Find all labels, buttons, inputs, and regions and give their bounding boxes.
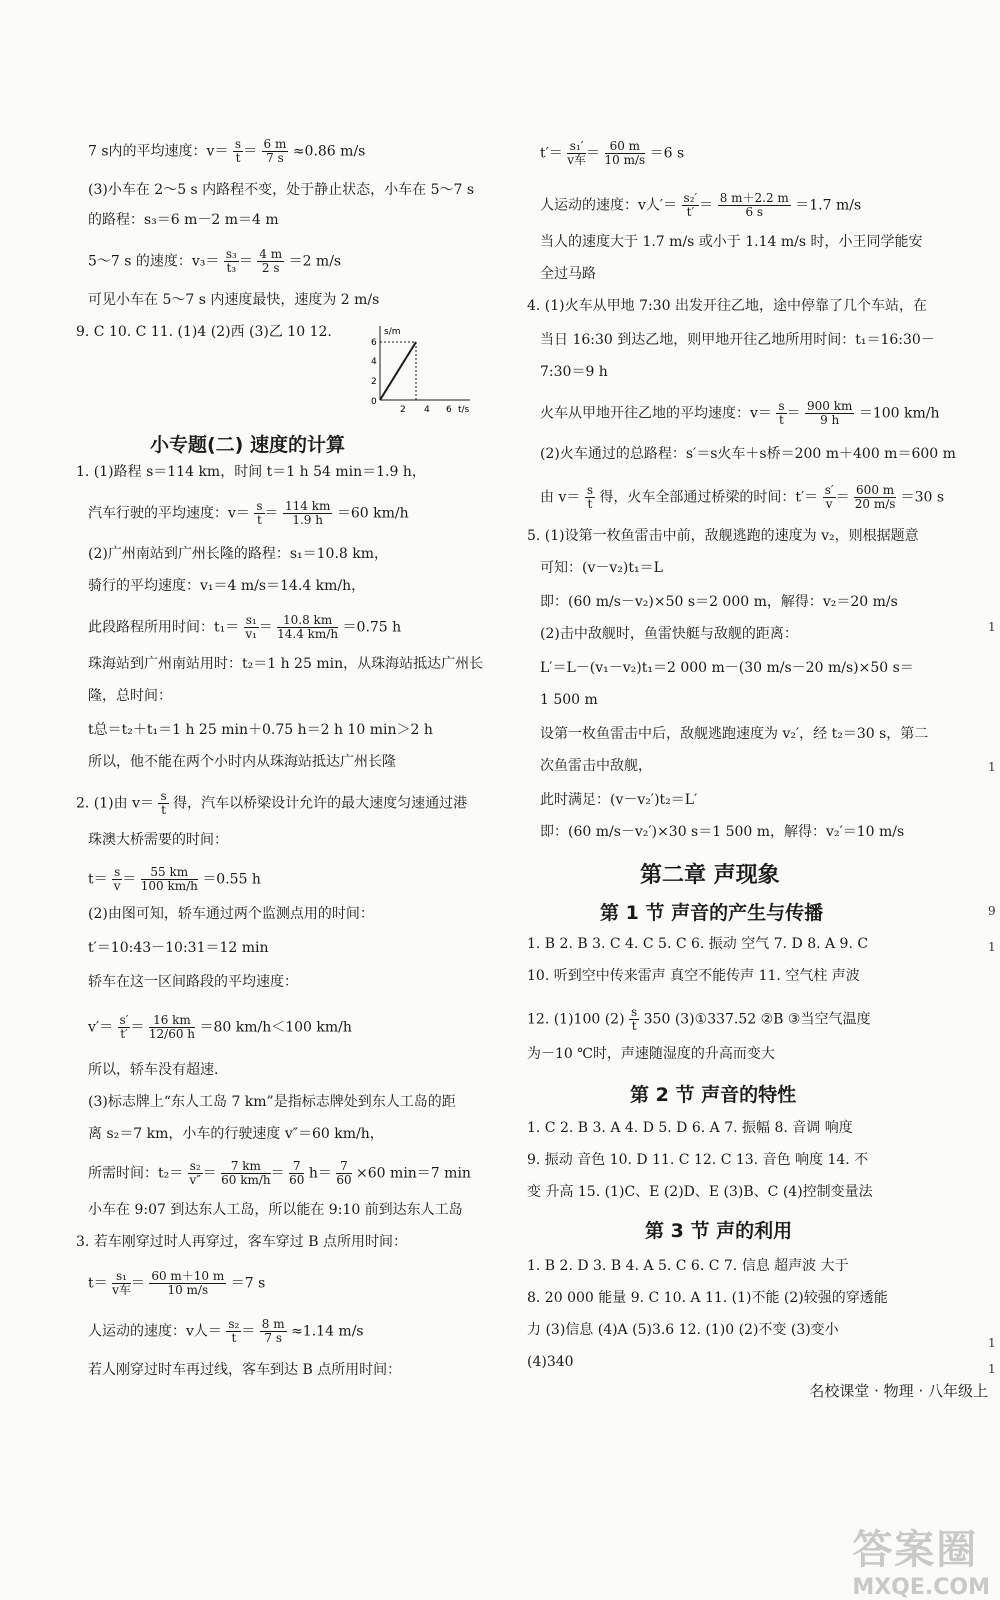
chapter-title: 第二章 声现象	[640, 863, 780, 888]
graph-line	[380, 342, 416, 400]
text-line: 火车从甲地开往乙地的平均速度：v＝ $\frac{s}{t}$ ＝ $\frac{900 km}{9 h}$ ＝100 km/h	[540, 399, 940, 427]
text-line: 人运动的速度：v人′＝ $\frac{\text{s₂′}}{t'}$ ＝ $\frac{8 m+2.2 m}{6 s}$ ＝1.7 m/s	[540, 191, 862, 219]
text-line: 此时满足：(v－v₂′)t₂＝L′	[540, 792, 698, 808]
fraction: $\frac{\text{s₂}}{t}$	[228, 1317, 240, 1345]
text-line: 当日 16:30 到达乙地，则甲地开往乙地所用时间：t₁＝16:30－	[540, 332, 935, 348]
fraction: $\frac{900 km}{9 h}$	[807, 399, 853, 427]
fraction: $\frac{\text{s₁}}{\text{v车}}$	[112, 1269, 131, 1297]
text-line: 全过马路	[540, 266, 596, 282]
text-line: 4. (1)火车从甲地 7:30 出发开往乙地，途中停靠了几个车站，在	[527, 298, 927, 314]
text-line: (2)火车通过的总路程：s′＝s火车＋s桥＝200 m＋400 m＝600 m	[540, 446, 956, 462]
fraction: $\frac{7 km}{60 km/h}$	[221, 1159, 271, 1187]
fraction: $\frac{\text{s₁′}}{\text{v车}}$	[567, 139, 587, 167]
text-line: 9. 振动 音色 10. D 11. C 12. C 13. 音色 响度 14. 不	[527, 1152, 869, 1168]
fraction: $\frac{8 m+2.2 m}{6 s}$	[719, 191, 789, 219]
text-line: 可见小车在 5～7 s 内速度最快，速度为 2 m/s	[88, 292, 380, 308]
text-line: 骑行的平均速度：v₁＝4 m/s＝14.4 km/h，	[88, 578, 366, 594]
text-line: t总＝t₂＋t₁＝1 h 25 min＋0.75 h＝2 h 10 min＞2 h	[88, 722, 433, 738]
text-line: 由 v＝ $\frac{s}{t}$ 得，火车全部通过桥梁的时间：t′＝ $\frac{s'}{v}$ ＝ $\frac{600 m}{20 m/s}$ ＝30 s	[540, 483, 945, 511]
edge-mark: 1	[988, 940, 996, 954]
text-line: 为－10 ℃时，声速随湿度的升高而变大	[527, 1046, 775, 1062]
section-title: 第 1 节 声音的产生与传播	[600, 902, 824, 924]
fraction: $\frac{8 m}{7 s}$	[261, 1317, 285, 1345]
text-line: 即：(60 m/s－v₂′)×30 s＝1 500 m，解得：v₂′＝10 m/s	[540, 824, 905, 840]
text-line: 1. (1)路程 s＝114 km，时间 t＝1 h 54 min＝1.9 h，	[76, 464, 426, 480]
edge-mark: 1	[988, 760, 996, 774]
fraction: $\frac{4 m}{2 s}$	[259, 247, 283, 275]
text-line: (2)由图可知，轿车通过两个监测点用的时间：	[88, 906, 374, 922]
text-line: (2)击中敌舰时，鱼雷快艇与敌舰的距离：	[540, 626, 798, 642]
text-line: 所需时间：t₂＝ $\frac{\text{s₂}}{v''}$ ＝ $\frac{7 km}{60 km/h}$ ＝ $\frac{7}{60}$ h＝ $\frac{7}{60}$ ×60 min＝7 min	[88, 1159, 471, 1187]
fraction: $\frac{6 m}{7 s}$	[263, 137, 287, 165]
edge-mark: 1	[988, 1362, 996, 1376]
fraction: $\frac{60 m+10 m}{10 m/s}$	[151, 1269, 225, 1297]
text-line: 隆，总时间：	[88, 688, 172, 704]
fraction: $\frac{s}{t}$	[256, 499, 263, 527]
text-line: 当人的速度大于 1.7 m/s 或小于 1.14 m/s 时，小王同学能安	[540, 234, 923, 250]
y-tick: 0	[371, 397, 377, 407]
text-line: t＝ $\frac{s}{v}$ ＝ $\frac{55 km}{100 km/h}$ ＝0.55 h	[88, 865, 261, 893]
fraction: $\frac{s}{t}$	[778, 399, 785, 427]
fraction: $\frac{55 km}{100 km/h}$	[140, 865, 198, 893]
text-line: L′＝L－(v₁－v₂)t₁＝2 000 m－(30 m/s－20 m/s)×50 s＝	[540, 660, 914, 676]
text-line: 小车在 9:07 到达东人工岛，所以能在 9:10 前到达东人工岛	[88, 1202, 463, 1218]
text-line: 12. (1)100 (2) $\frac{s}{t}$ 350 (3)①337.52 ②B ③当空气温度	[527, 1005, 871, 1033]
section-title: 第 3 节 声的利用	[645, 1220, 793, 1242]
text-line: 轿车在这一区间路段的平均速度：	[88, 974, 298, 990]
text-line: 7 s内的平均速度：v＝ $\frac{s}{t}$ ＝ $\frac{6 m}{7 s}$ ≈0.86 m/s	[88, 137, 366, 165]
text-line: 1. C 2. B 3. A 4. D 5. D 6. A 7. 振幅 8. 音调 响度	[527, 1120, 853, 1136]
text-line: 此段路程所用时间：t₁＝ $\frac{\text{s₁}}{\text{v₁}}$ ＝ $\frac{10.8 km}{14.4 km/h}$ ＝0.75 h	[88, 613, 402, 641]
text-line: 1 500 m	[540, 692, 598, 708]
text-line: 次鱼雷击中敌舰，	[540, 758, 652, 774]
watermark-url: MXQE.COM	[852, 1575, 990, 1600]
text-line: v′＝ $\frac{s'}{t'}$ ＝ $\frac{16 km}{12/60 h}$ ＝80 km/h＜100 km/h	[88, 1013, 352, 1041]
fraction: $\frac{\text{s₂′}}{t'}$	[683, 191, 698, 219]
fraction: $\frac{7}{60}$	[336, 1159, 352, 1187]
text-line: 所以，他不能在两个小时内从珠海站抵达广州长隆	[88, 754, 396, 770]
text-line: 离 s₂＝7 km，小车的行驶速度 v″＝60 km/h，	[88, 1126, 384, 1142]
text-line: 即：(60 m/s－v₂)×50 s＝2 000 m，解得：v₂＝20 m/s	[540, 594, 898, 610]
text-line: (4)340	[527, 1354, 574, 1370]
x-tick: 2	[400, 405, 406, 414]
fraction: $\frac{10.8 km}{14.4 km/h}$	[277, 613, 339, 641]
fraction: $\frac{s}{v}$	[113, 865, 121, 893]
fraction: $\frac{7}{60}$	[289, 1159, 305, 1187]
text-line: (3)标志牌上“东人工岛 7 km”是指标志牌处到东人工岛的距	[88, 1094, 456, 1110]
fraction: $\frac{\text{s₃}}{\text{t₃}}$	[225, 247, 237, 275]
fraction: $\frac{s}{t}$	[586, 483, 593, 511]
text-line: 变 升高 15. (1)C、E (2)D、E (3)B、C (4)控制变量法	[527, 1184, 873, 1200]
y-axis-label: s/m	[384, 327, 401, 337]
y-tick: 4	[371, 357, 377, 367]
section-title: 第 2 节 声音的特性	[630, 1084, 797, 1106]
st-graph	[366, 322, 480, 414]
fraction: $\frac{\text{s₁}}{\text{v₁}}$	[245, 613, 257, 641]
y-tick: 6	[371, 338, 377, 348]
text-line: 设第一枚鱼雷击中后，敌舰逃跑速度为 v₂′，经 t₂＝30 s，第二	[540, 726, 929, 742]
page-footer: 名校课堂 · 物理 · 八年级上	[809, 1382, 988, 1400]
fraction: $\frac{s}{t}$	[160, 789, 167, 817]
text-line: t′＝10:43－10:31＝12 min	[88, 940, 269, 956]
edge-mark: 9	[988, 904, 996, 918]
text-line: t＝ $\frac{\text{s₁}}{\text{v车}}$ ＝ $\frac{60 m+10 m}{10 m/s}$ ＝7 s	[88, 1269, 266, 1297]
x-tick: 4	[424, 405, 430, 414]
fraction: $\frac{\text{s₂}}{v''}$	[189, 1159, 201, 1187]
text-line: 珠海站到广州南站用时：t₂＝1 h 25 min，从珠海站抵达广州长	[88, 656, 484, 672]
section-title: 小专题(二) 速度的计算	[150, 434, 345, 456]
text-line: 5～7 s 的速度：v₃＝ $\frac{\text{s₃}}{\text{t₃}}$ ＝ $\frac{4 m}{2 s}$ ＝2 m/s	[88, 247, 342, 275]
fraction: $\frac{114 km}{1.9 h}$	[285, 499, 331, 527]
text-line: 2. (1)由 v＝ $\frac{s}{t}$ 得，汽车以桥梁设计允许的最大速度匀速通过港	[76, 789, 468, 817]
watermark	[852, 1518, 990, 1600]
fraction: $\frac{16 km}{12/60 h}$	[148, 1013, 196, 1041]
text-line: 5. (1)设第一枚鱼雷击中前，敌舰逃跑的速度为 v₂，则根据题意	[527, 528, 919, 544]
text-line: 3. 若车刚穿过时人再穿过，客车穿过 B 点所用时间：	[76, 1234, 407, 1250]
watermark-logo: 答案圈	[852, 1527, 979, 1573]
y-tick: 2	[371, 377, 377, 387]
fraction: $\frac{s}{t}$	[631, 1005, 638, 1033]
x-axis-label: t/s	[458, 405, 470, 414]
fraction: $\frac{s'}{v}$	[824, 483, 834, 511]
text-line: 汽车行驶的平均速度：v＝ $\frac{s}{t}$ ＝ $\frac{114 km}{1.9 h}$ ＝60 km/h	[88, 499, 409, 527]
fraction: $\frac{60 m}{10 m/s}$	[604, 139, 646, 167]
text-line: (3)小车在 2～5 s 内路程不变，处于静止状态，小车在 5～7 s	[88, 182, 475, 198]
text-line: 10. 听到空中传来雷声 真空不能传声 11. 空气柱 声波	[527, 968, 860, 984]
edge-mark: 1	[988, 1336, 996, 1350]
fraction: $\frac{s}{t}$	[234, 137, 242, 165]
text-line: 的路程：s₃＝6 m－2 m＝4 m	[88, 212, 279, 228]
fraction: $\frac{600 m}{20 m/s}$	[854, 483, 896, 511]
text-line: 7:30＝9 h	[540, 364, 608, 380]
edge-mark: 1	[988, 620, 996, 634]
text-line: 8. 20 000 能量 9. C 10. A 11. (1)不能 (2)较强的穿透能	[527, 1290, 888, 1306]
text-line: (2)广州南站到广州长隆的路程：s₁＝10.8 km，	[88, 546, 389, 562]
text-line: 1. B 2. D 3. B 4. A 5. C 6. C 7. 信息 超声波 大于	[527, 1258, 849, 1274]
text-line: 所以，轿车没有超速.	[88, 1062, 219, 1078]
text-line: 可知：(v－v₂)t₁＝L	[540, 560, 663, 576]
fraction: $\frac{s'}{t'}$	[119, 1013, 129, 1041]
text-line: 人运动的速度：v人＝ $\frac{\text{s₂}}{t}$ ＝ $\frac{8 m}{7 s}$ ≈1.14 m/s	[88, 1317, 364, 1345]
text-line: 珠澳大桥需要的时间：	[88, 832, 228, 848]
text-line: 力 (3)信息 (4)A (5)3.6 12. (1)0 (2)不变 (3)变小	[527, 1322, 839, 1338]
text-line: 若人刚穿过时车再过线，客车到达 B 点所用时间：	[88, 1362, 402, 1378]
x-tick: 6	[446, 405, 452, 414]
text-line: t′＝ $\frac{\text{s₁′}}{\text{v车}}$ ＝ $\frac{60 m}{10 m/s}$ ＝6 s	[540, 139, 685, 167]
text-line: 1. B 2. B 3. C 4. C 5. C 6. 振动 空气 7. D 8. A 9. C	[527, 936, 869, 952]
text-line: 9. C 10. C 11. (1)4 (2)西 (3)乙 10 12.	[76, 324, 332, 340]
